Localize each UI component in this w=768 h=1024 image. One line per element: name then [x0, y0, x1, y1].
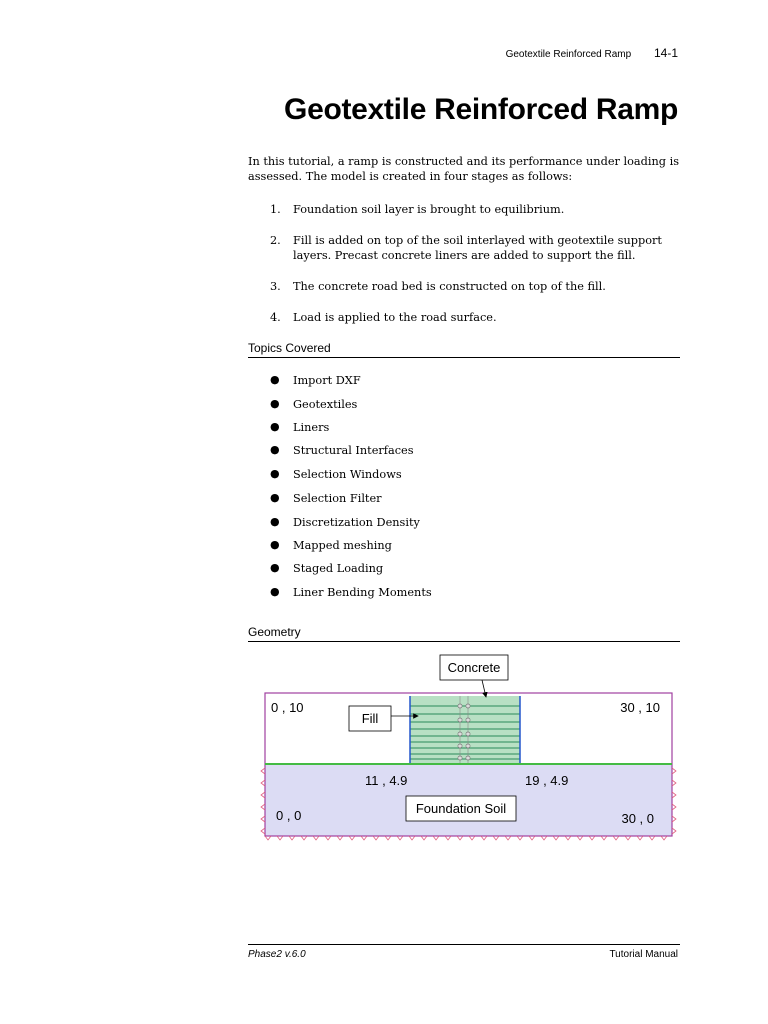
bullet-icon: ● [270, 467, 280, 480]
footer-version: Phase2 v.6.0 [248, 949, 306, 960]
bullet-icon: ● [270, 585, 280, 598]
topic-text: Mapped meshing [293, 539, 392, 552]
bullet-icon: ● [270, 491, 280, 504]
bullet-icon: ● [270, 373, 280, 386]
footer-rule [248, 944, 680, 945]
coord-mid-left: 11 , 4.9 [365, 773, 408, 788]
topics-heading: Topics Covered [248, 341, 680, 358]
step-number: 2. [270, 234, 281, 247]
step-number: 4. [270, 311, 281, 324]
coord-bottom-right: 30 , 0 [621, 811, 654, 826]
topic-text: Discretization Density [293, 516, 420, 529]
topic-text: Liner Bending Moments [293, 586, 432, 599]
step-text: Foundation soil layer is brought to equilibrium. [293, 203, 565, 216]
running-header-title: Geotextile Reinforced Ramp [505, 49, 632, 60]
bullet-icon: ● [270, 515, 280, 528]
step-text: Fill is added on top of the soil interlayed with geotextile support layers. Precast concrete liners are added to support the fill. [293, 234, 662, 262]
coord-top-left: 0 , 10 [271, 700, 304, 715]
topic-text: Geotextiles [293, 398, 358, 411]
step-number: 3. [270, 280, 281, 293]
concrete-label: Concrete [447, 660, 501, 675]
coord-mid-right: 19 , 4.9 [525, 773, 569, 788]
bullet-icon: ● [270, 420, 280, 433]
coord-top-right: 30 , 10 [620, 700, 660, 715]
topic-text: Import DXF [293, 374, 361, 387]
concrete-arrow [482, 680, 486, 697]
topic-text: Selection Windows [293, 468, 402, 481]
intro-paragraph: In this tutorial, a ramp is constructed and its performance under loading is assessed. The model is created in four stages as follows: [248, 155, 679, 183]
step-number: 1. [270, 203, 281, 216]
support-markers-left [261, 768, 265, 834]
page-title: Geotextile Reinforced Ramp [284, 93, 678, 126]
topic-text: Structural Interfaces [293, 444, 414, 457]
topic-text: Liners [293, 421, 330, 434]
bullet-icon: ● [270, 397, 280, 410]
geometry-figure [260, 650, 680, 850]
topic-text: Selection Filter [293, 492, 382, 505]
page-number: 14-1 [653, 46, 678, 60]
geometry-heading: Geometry [248, 625, 680, 642]
bullet-icon: ● [270, 538, 280, 551]
bullet-icon: ● [270, 561, 280, 574]
foundation-label: Foundation Soil [415, 801, 507, 816]
topic-text: Staged Loading [293, 562, 384, 575]
step-text: Load is applied to the road surface. [293, 311, 497, 324]
step-text: The concrete road bed is constructed on top of the fill. [293, 280, 606, 293]
coord-bottom-left: 0 , 0 [276, 808, 302, 823]
running-header [506, 46, 678, 60]
bullet-icon: ● [270, 443, 280, 456]
fill-label: Fill [361, 711, 379, 726]
footer-manual: Tutorial Manual [609, 949, 678, 960]
